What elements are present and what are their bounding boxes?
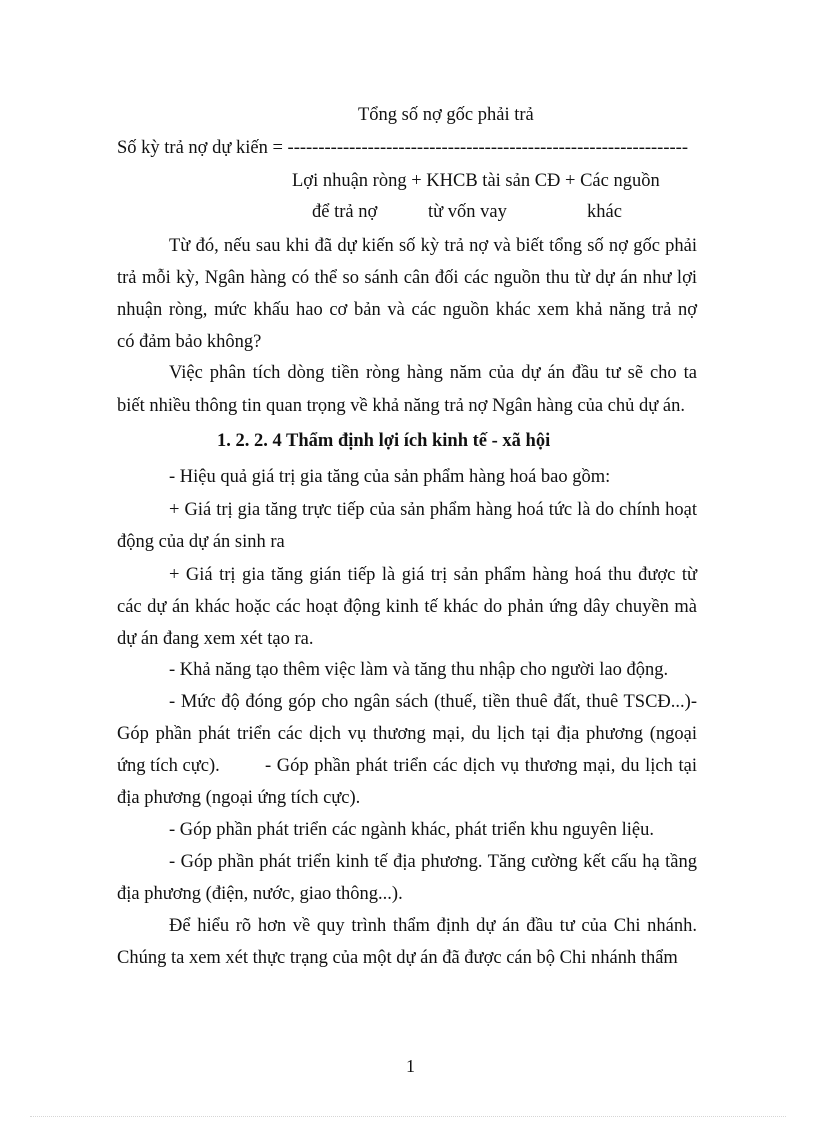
bullet-industries: - Góp phần phát triển các ngành khác, phát triển khu nguyên liệu. [169,820,654,840]
bullet-value-added: - Hiệu quả giá trị gia tăng của sản phẩm hàng hoá bao gồm: [169,467,611,487]
bullet-direct-line1: + Giá trị gia tăng trực tiếp của sản phẩm hàng hoá tức là do chính hoạt [169,500,697,520]
formula-row [117,136,688,160]
formula-fraction-bar: ----------------------------------------------------------------- [287,138,688,158]
page-number: 1 [406,1056,415,1076]
bullet-local-economy-line2: địa phương (điện, nước, giao thông...). [117,884,403,904]
paragraph2-line2: biết nhiều thông tin quan trọng về khả năng trả nợ Ngân hàng của chủ dự án. [117,396,685,416]
bullet-indirect-line3: dự án đang xem xét tạo ra. [117,629,314,649]
section-heading: 1. 2. 2. 4 Thẩm định lợi ích kinh tế - xã hội [217,431,551,451]
formula-numerator: Tổng số nợ gốc phải trả [358,105,534,125]
bullet-direct-line2: động của dự án sinh ra [117,532,285,552]
formula-denominator-part-c: khác [587,202,622,222]
bullet-indirect-line1: + Giá trị gia tăng gián tiếp là giá trị sản phẩm hàng hoá thu được từ [169,565,697,585]
paragraph1-line1: Từ đó, nếu sau khi đã dự kiến số kỳ trả nợ và biết tổng số nợ gốc phải [169,236,697,256]
formula-lhs: Số kỳ trả nợ dự kiến = [117,138,288,158]
bullet-indirect-line2: các dự án khác hoặc các hoạt động kinh tế khác do phản ứng dây chuyền mà [117,597,697,617]
page-bottom-divider [30,1116,786,1117]
paragraph1-line3: nhuận ròng, mức khấu hao cơ bản và các nguồn khác xem khả năng trả nợ [117,300,697,320]
paragraph1-line4: có đảm bảo không? [117,332,262,352]
paragraph3-line2: Chúng ta xem xét thực trạng của một dự án đã được cán bộ Chi nhánh thẩm [117,948,678,968]
bullet-budget-line3a: ứng tích cực). [117,756,220,776]
paragraph2-line1: Việc phân tích dòng tiền ròng hàng năm của dự án đầu tư sẽ cho ta [169,363,697,383]
bullet-local-economy-line1: - Góp phần phát triển kinh tế địa phương. Tăng cường kết cấu hạ tầng [169,852,697,872]
formula-denominator-line1: Lợi nhuận ròng + KHCB tài sản CĐ + Các nguồn [292,171,660,191]
bullet-budget-line1: - Mức độ đóng góp cho ngân sách (thuế, tiền thuê đất, thuê TSCĐ...)- [169,692,697,712]
paragraph3-line1: Để hiểu rõ hơn về quy trình thẩm định dự án đầu tư của Chi nhánh. [169,916,697,936]
bullet-budget-line3b: - Góp phần phát triển các dịch vụ thương mại, du lịch tại [265,756,697,776]
bullet-budget-line4: địa phương (ngoại ứng tích cực). [117,788,361,808]
bullet-employment: - Khả năng tạo thêm việc làm và tăng thu nhập cho người lao động. [169,660,669,680]
formula-denominator-part-a: để trả nợ [312,202,378,222]
formula-denominator-part-b: từ vốn vay [428,202,507,222]
bullet-budget-line2: Góp phần phát triển các dịch vụ thương mại, du lịch tại địa phương (ngoại [117,724,697,744]
paragraph1-line2: trả mỗi kỳ, Ngân hàng có thể so sánh cân đối các nguồn thu từ dự án như lợi [117,268,697,288]
